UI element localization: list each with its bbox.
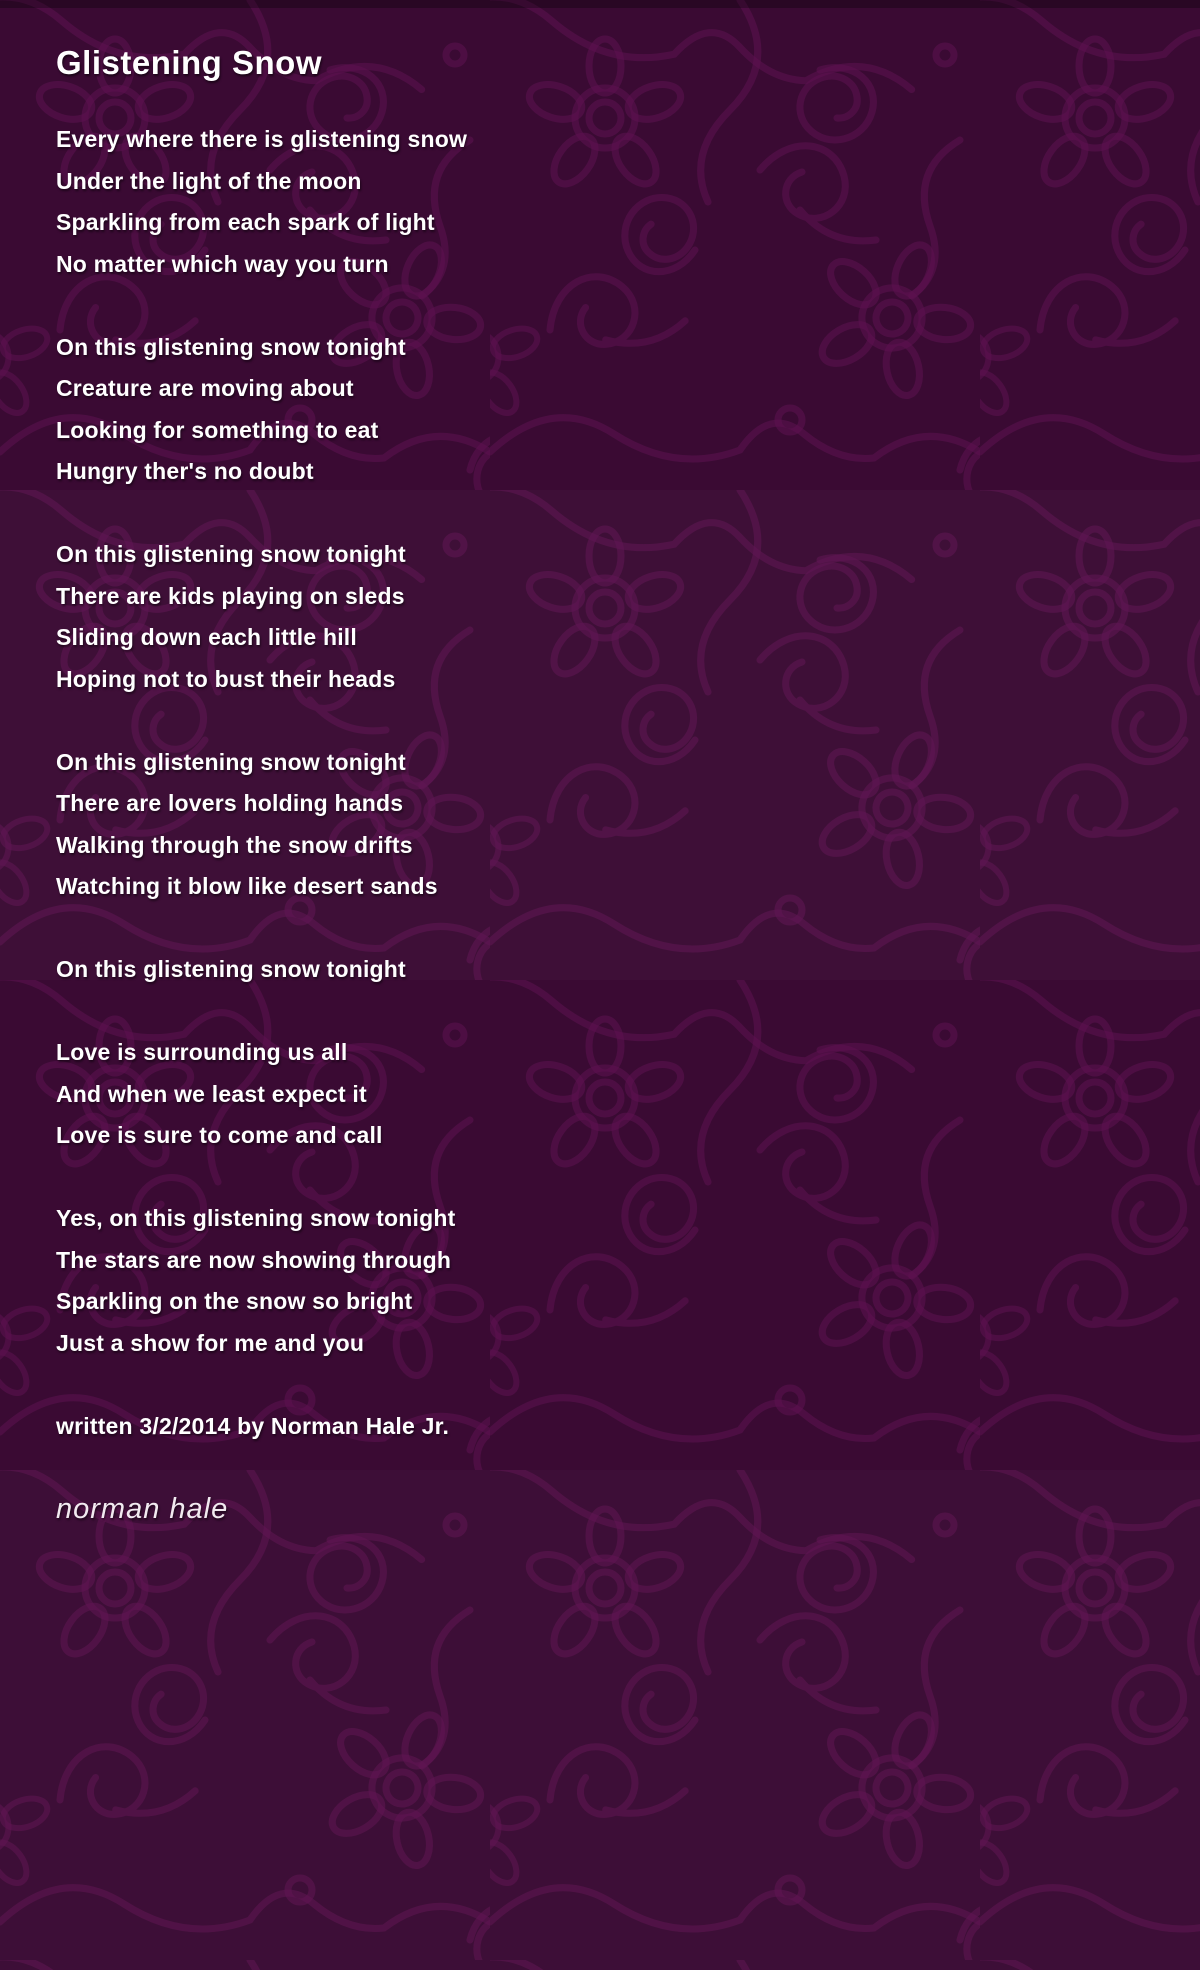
poem-stanza	[56, 119, 1106, 285]
poem-stanza	[56, 742, 1106, 908]
poem-line: Walking through the snow drifts	[56, 831, 413, 858]
poem-line: And when we least expect it	[56, 1080, 367, 1107]
poem-line: Looking for something to eat	[56, 416, 379, 443]
poem-line: On this glistening snow tonight	[56, 541, 406, 567]
poem-line: No matter which way you turn	[56, 250, 389, 277]
poem-line: Every where there is glistening snow	[56, 126, 468, 152]
poem-line: Sparkling on the snow so bright	[56, 1288, 413, 1314]
poem-line: On this glistening snow tonight	[56, 333, 406, 360]
poem-line: There are kids playing on sleds	[56, 582, 405, 609]
poem-line: Hoping not to bust their heads	[56, 665, 396, 692]
poem-line: There are lovers holding hands	[56, 790, 404, 816]
poem-line: Creature are moving about	[56, 375, 354, 401]
poem-stanza	[56, 1032, 1106, 1157]
poem-line: Sliding down each little hill	[56, 624, 357, 650]
poem-line: On this glistening snow tonight	[56, 748, 406, 775]
poem-line: The stars are now showing through	[56, 1246, 452, 1273]
poem-line: Just a show for me and you	[56, 1329, 365, 1356]
poem-line: Under the light of the moon	[56, 167, 362, 194]
author-signature: norman hale	[56, 1493, 229, 1525]
written-by-line: written 3/2/2014 by Norman Hale Jr.	[56, 1412, 450, 1439]
poem-title: Glistening Snow	[56, 44, 323, 81]
poem-line: Love is sure to come and call	[56, 1122, 383, 1148]
poem-line: Sparkling from each spark of light	[56, 209, 435, 235]
poem-body	[56, 119, 1106, 1364]
poem-line: Hungry ther's no doubt	[56, 458, 314, 484]
poem-line: Love is surrounding us all	[56, 1039, 348, 1065]
poem-stanza	[56, 1198, 1106, 1364]
poem-page	[56, 43, 1106, 1527]
poem-stanza	[56, 534, 1106, 700]
poem-line: Watching it blow like desert sands	[56, 873, 438, 899]
poem-stanza	[56, 327, 1106, 493]
poem-line: Yes, on this glistening snow tonight	[56, 1205, 456, 1231]
poem-stanza	[56, 949, 1106, 991]
poem-line: On this glistening snow tonight	[56, 956, 406, 982]
